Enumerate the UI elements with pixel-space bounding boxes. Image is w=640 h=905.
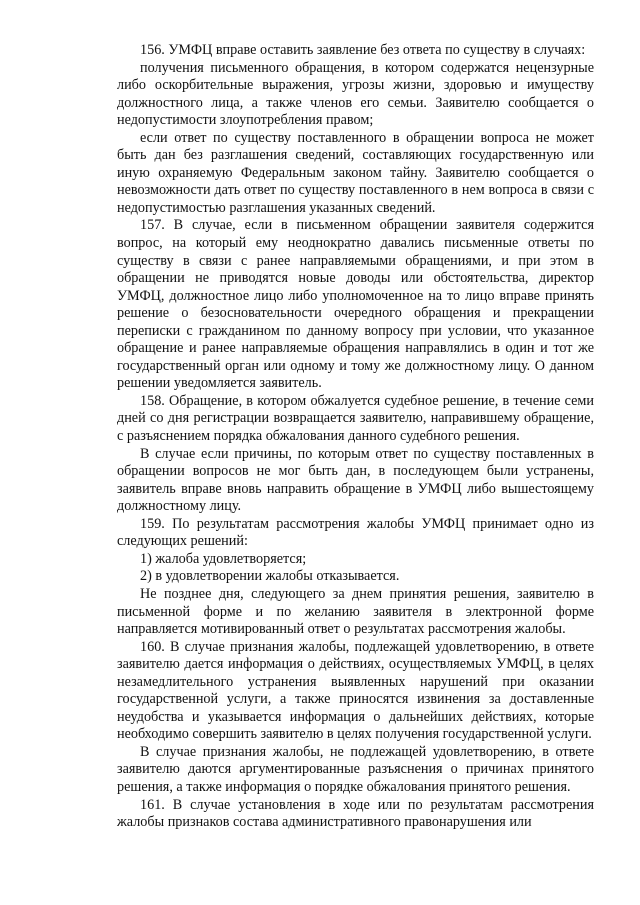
paragraph-160: 160. В случае признания жалобы, подлежащей удовлетворению, в ответе заявителю дается информация о действиях, осуществляемых УМФЦ, в целях незамедлительного устранения выявленных нарушений при оказании государственной услуги, а также приносятся извинения за доставленные неудобства и указывается информация о дальнейших действиях, которые необходимо совершить заявителю в целях получения государственной услуги. [117, 638, 594, 743]
paragraph-161: 161. В случае установления в ходе или по результатам рассмотрения жалобы признаков состава административного правонарушения или [117, 796, 594, 831]
paragraph-159-option-2: 2) в удовлетворении жалобы отказывается. [140, 568, 400, 585]
paragraph-159-option-1: 1) жалоба удовлетворяется; [140, 550, 307, 567]
paragraph-156: 156. УМФЦ вправе оставить заявление без ответа по существу в случаях: [140, 42, 586, 58]
document-page [117, 42, 594, 832]
paragraph-157: 157. В случае, если в письменном обращении заявителя содержится вопрос, на который ему неоднократно давались письменные ответы по существу в связи с ранее направляемыми обращениями, и при этом в обращении не приводятся новые доводы или обстоятельства, директор УМФЦ, должностное лицо либо уполномоченное на то лицо вправе принять решение о безосновательности очередного обращения и прекращении переписки с гражданином по данному вопросу при условии, что указанное обращение и ранее направляемые обращения направлялись в один и тот же государственный орган или одному и тому же должностному лицу. О данном решении уведомляется заявитель. [117, 217, 594, 392]
paragraph-160-continued: В случае признания жалобы, не подлежащей удовлетворению, в ответе заявителю даются аргументированные разъяснения о причинах принятого решения, а также информация о порядке обжалования принятого решения. [117, 743, 594, 795]
paragraph-158: 158. Обращение, в котором обжалуется судебное решение, в течение семи дней со дня регистрации возвращается заявителю, направившему обращение, с разъяснением порядка обжалования данного судебного решения. [117, 392, 594, 445]
paragraph-159-response: Не позднее дня, следующего за днем принятия решения, заявителю в письменной форме и по желанию заявителя в электронной форме направляется мотивированный ответ о результатах рассмотрения жалобы. [117, 585, 594, 638]
paragraph-159: 159. По результатам рассмотрения жалобы УМФЦ принимает одно из следующих решений: [117, 515, 594, 550]
paragraph-156-case-2: если ответ по существу поставленного в обращении вопроса не может быть дан без разглашения сведений, составляющих государственную или иную охраняемую Федеральным законом тайну. Заявителю сообщается о невозможности дать ответ по существу поставленного в нем вопроса в связи с недопустимостью разглашения указанных сведений. [117, 129, 594, 216]
paragraph-156-case-1: получения письменного обращения, в котором содержатся нецензурные либо оскорбительные выражения, угрозы жизни, здоровью и имуществу должностного лица, а также членов его семьи. Заявителю сообщается о недопустимости злоупотребления правом; [117, 59, 594, 129]
paragraph-158-continued: В случае если причины, по которым ответ по существу поставленных в обращении вопросов не мог быть дан, в последующем были устранены, заявитель вправе вновь направить обращение в УМФЦ либо вышестоящему должностному лицу. [117, 445, 594, 515]
